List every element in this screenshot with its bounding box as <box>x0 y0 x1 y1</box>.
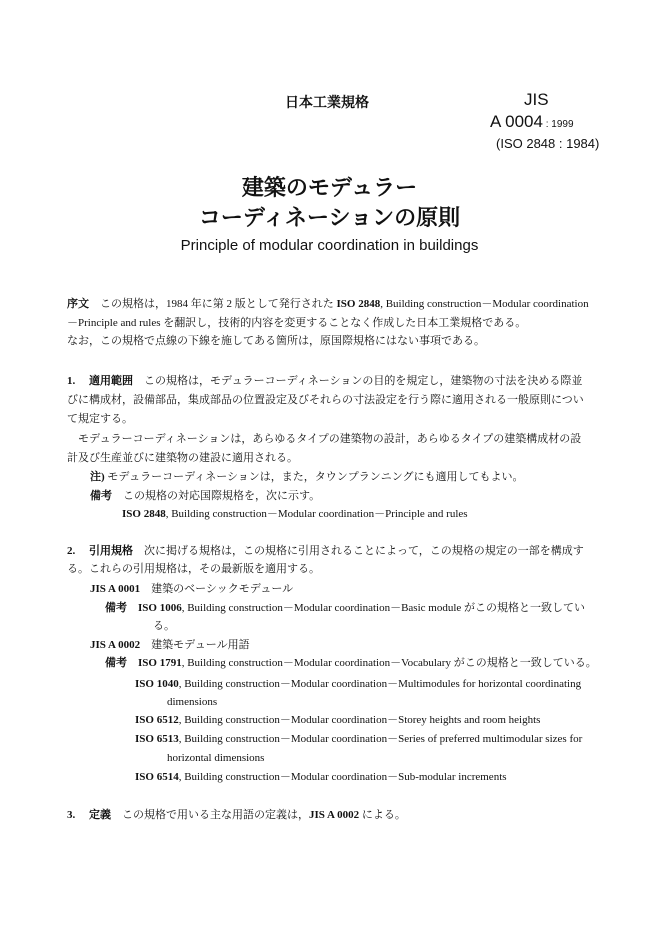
text: この規格は，モデュラーコーディネーションの目的を規定し，建築物の寸法を決める際並 <box>133 375 583 387</box>
text: る。これらの引用規格は，その最新版を適用する。 <box>67 563 320 575</box>
bold-text: 注) <box>90 471 105 483</box>
number: A 0004 <box>490 112 543 131</box>
text: 次に掲げる規格は，この規格に引用されることによって，この規格の規定の一部を構成す <box>133 545 584 557</box>
standard-type: 日本工業規格 <box>285 94 369 110</box>
text: horizontal dimensions <box>167 752 265 764</box>
bold-text: ISO 2848 <box>336 298 381 310</box>
body-line <box>67 374 582 388</box>
bold-text: ISO 6514 <box>135 771 179 783</box>
body-line <box>90 638 250 652</box>
english-title: Principle of modular coordination in buildings <box>180 237 479 254</box>
body-line <box>167 695 217 709</box>
body-line <box>67 412 133 426</box>
body-line <box>90 489 320 503</box>
body-line <box>135 677 581 691</box>
bold-text: ISO 1006 <box>138 602 182 614</box>
body-line <box>67 544 584 558</box>
body-line <box>135 713 540 727</box>
text: , Building construction－Modular coordination－Storey heights and room heights <box>178 714 541 726</box>
body-line <box>67 562 320 576</box>
body-line <box>135 732 582 746</box>
bold-text: ISO 1791 <box>138 657 182 669</box>
text: , Building construction－Modular coordination－Multimodules for horizontal coordinating <box>178 678 582 690</box>
body-line <box>105 656 597 670</box>
bold-text: JIS A 0001 <box>90 583 141 595</box>
text: , Building construction－Modular coordination－Principle and rules <box>165 508 468 520</box>
body-line <box>67 393 584 407</box>
bold-text: ISO 6512 <box>135 714 179 726</box>
text: , Building construction－Modular coordination <box>380 298 589 310</box>
title-line-2: コーディネーションの原則 <box>198 205 461 230</box>
iso-reference: (ISO 2848 : 1984) <box>496 136 600 151</box>
title-line-1: 建築のモデュラー <box>241 175 418 200</box>
bold-text: 備考 <box>105 602 127 614</box>
body-line <box>153 619 175 633</box>
body-line <box>67 451 298 465</box>
body-line <box>67 432 581 446</box>
text: による。 <box>359 809 406 821</box>
body-line <box>90 470 524 484</box>
body-line <box>90 582 293 596</box>
text: dimensions <box>167 696 218 708</box>
text: , Building construction－Modular coordination－Vocabulary がこの規格と一致している。 <box>181 657 597 669</box>
text: , Building construction－Modular coordination－Basic module がこの規格と一致してい <box>181 602 586 614</box>
text: 建築モデュール用語 <box>140 639 250 651</box>
text: る。 <box>153 620 175 632</box>
bold-text: ISO 2848 <box>122 508 166 520</box>
body-line <box>135 770 507 784</box>
text: なお，この規格で点線の下線を施してある箇所は，原国際規格にはない事項である。 <box>67 335 485 347</box>
text: , Building construction－Modular coordination－Sub-modular increments <box>178 771 507 783</box>
bold-text: ISO 6513 <box>135 733 179 745</box>
text <box>127 602 138 614</box>
bold-text: JIS A 0002 <box>90 639 141 651</box>
bold-text: 備考 <box>90 490 112 502</box>
text: びに構成材，設備部品，集成部品の位置設定及びそれらの寸法設定を行う際に適用される一般原則につい <box>67 394 584 406</box>
bold-text: JIS A 0002 <box>309 809 360 821</box>
text: この規格は，1984 年に第 2 版として発行された <box>89 298 337 310</box>
bold-text: 引用規格 <box>89 545 133 557</box>
body-line <box>67 316 526 330</box>
bold-text: 1. <box>67 375 89 387</box>
jis-label: JIS <box>524 90 549 109</box>
text: て規定する。 <box>67 413 133 425</box>
text: モデュラーコーディネーションは，また，タウンプランニングにも適用してもよい。 <box>104 471 524 483</box>
body-line <box>67 334 485 348</box>
bold-text: 定義 <box>89 809 111 821</box>
body-line <box>167 751 264 765</box>
body-line <box>122 507 468 521</box>
bold-text: 適用範囲 <box>89 375 133 387</box>
text: この規格で用いる主な用語の定義は， <box>111 809 309 821</box>
text: 計及び生産並びに建築物の建設に適用される。 <box>67 452 298 464</box>
body-line <box>105 601 585 615</box>
text: 建築のベーシックモデュール <box>140 583 294 595</box>
text: , Building construction－Modular coordination－Series of preferred multimodular sizes for <box>178 733 583 745</box>
bold-text: ISO 1040 <box>135 678 179 690</box>
body-line <box>67 808 406 822</box>
text <box>127 657 138 669</box>
standard-number <box>490 112 574 132</box>
bold-text: 2. <box>67 545 89 557</box>
text: モデュラーコーディネーションは，あらゆるタイプの建築物の設計，あらゆるタイプの建築構成材の設 <box>67 433 582 445</box>
text: この規格の対応国際規格を，次に示す。 <box>112 490 321 502</box>
body-line <box>67 297 589 311</box>
bold-text: 3. <box>67 809 89 821</box>
year: : 1999 <box>542 119 574 130</box>
bold-text: 序文 <box>67 298 89 310</box>
bold-text: 備考 <box>105 657 127 669</box>
text: －Principle and rules を翻訳し，技術的内容を変更することなく作成した日本工業規格である。 <box>67 317 527 329</box>
